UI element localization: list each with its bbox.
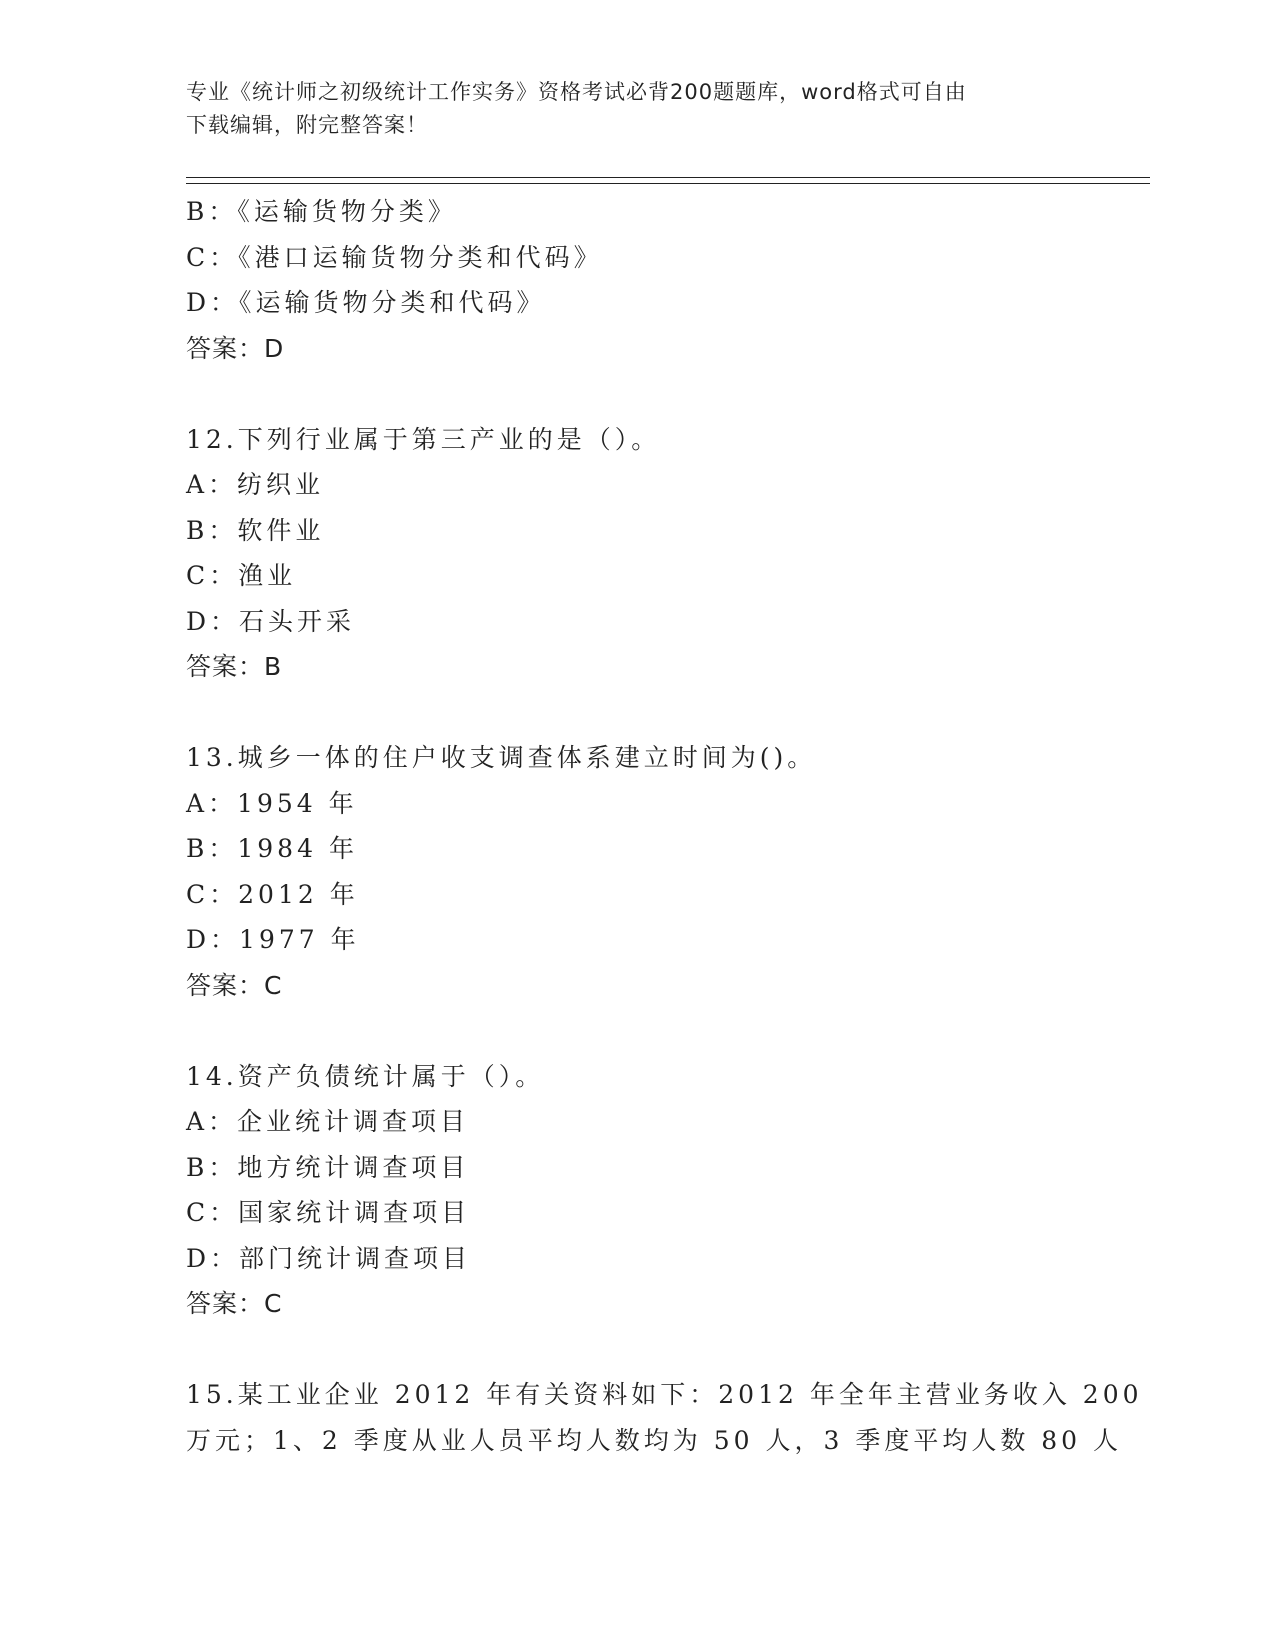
header-title-line-1: 专业《统计师之初级统计工作实务》资格考试必背200题题库，word格式可自由: [186, 80, 967, 104]
option-d: D：石头开采: [186, 606, 356, 636]
question-13: [186, 735, 1086, 1008]
spacer: [186, 1327, 1086, 1373]
question-stem: 12.下列行业属于第三产业的是（）。: [186, 424, 661, 454]
question-stem-line-1: 15.某工业企业 2012 年有关资料如下：2012 年全年主营业务收入 200: [186, 1380, 1143, 1409]
header-divider: [186, 177, 1150, 184]
option-b: B：1984 年: [186, 834, 358, 863]
spacer: [186, 1008, 1086, 1054]
option-a: A：1954 年: [186, 788, 358, 818]
option-c: C：2012 年: [186, 879, 359, 909]
option-b: B：软件业: [186, 515, 325, 545]
answer: 答案：C: [186, 1289, 283, 1318]
document-body: [186, 189, 1143, 1463]
question-14: [186, 1054, 1086, 1327]
question-11-tail: [186, 189, 1086, 371]
spacer: [186, 690, 1086, 736]
answer: 答案：B: [186, 652, 283, 681]
option-b: B：地方统计调查项目: [186, 1152, 470, 1182]
spacer: [186, 371, 1086, 417]
option-b: B：《运输货物分类》: [186, 197, 457, 226]
option-c: C：国家统计调查项目: [186, 1198, 471, 1227]
option-d: D：部门统计调查项目: [186, 1243, 472, 1273]
header-title-line-2: 下载编辑，附完整答案！: [186, 113, 428, 137]
question-stem: 13.城乡一体的住户收支调查体系建立时间为()。: [186, 743, 817, 772]
question-15: [186, 1372, 1143, 1463]
option-a: A：企业统计调查项目: [186, 1107, 470, 1136]
question-stem: 14.资产负债统计属于（）。: [186, 1061, 545, 1091]
answer: 答案：D: [186, 333, 285, 363]
option-d: D：《运输货物分类和代码》: [186, 288, 546, 317]
question-12: [186, 417, 1086, 690]
option-d: D：1977 年: [186, 925, 360, 954]
question-stem-line-2: 万元；1、2 季度从业人员平均人数均为 50 人，3 季度平均人数 80 人: [186, 1425, 1123, 1455]
page-header: [186, 76, 1066, 142]
option-c: C：《港口运输货物分类和代码》: [186, 242, 603, 272]
answer: 答案：C: [186, 970, 283, 1000]
option-c: C：渔业: [186, 561, 297, 590]
option-a: A：纺织业: [186, 470, 325, 499]
